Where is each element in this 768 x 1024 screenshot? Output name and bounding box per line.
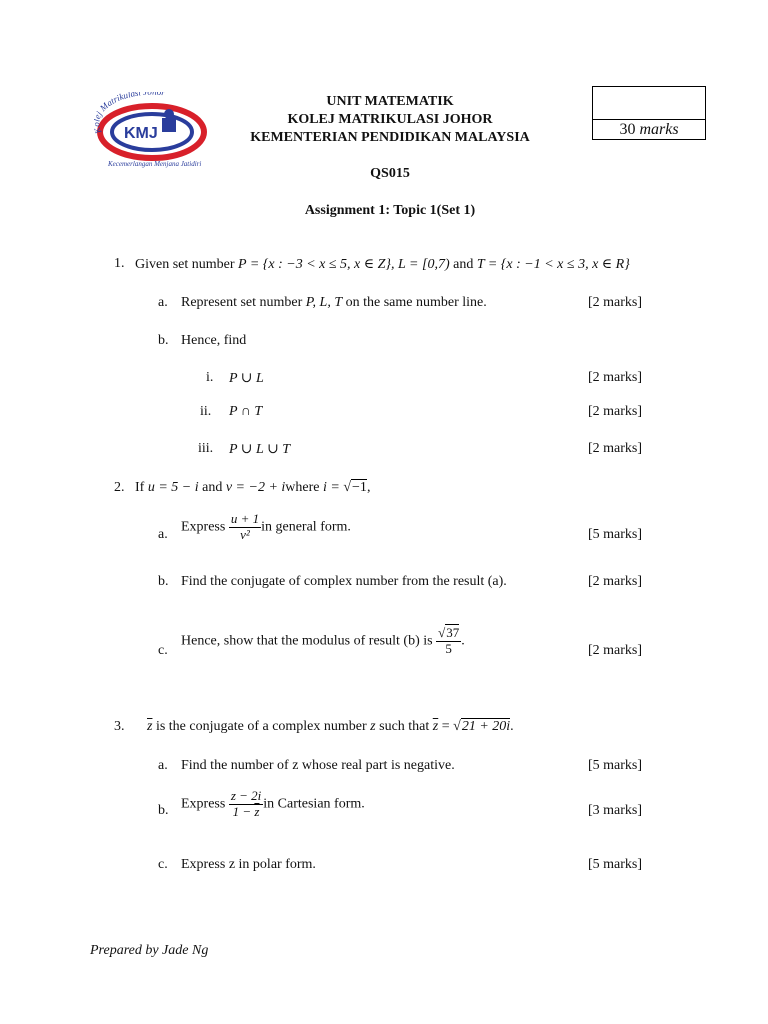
q1b-text: Hence, find (181, 333, 247, 348)
q3a-text: Find the number of z whose real part is negative. (181, 758, 455, 773)
q3b-text: Express $\frac{z - 2i}{1 - \overline{z}}$ in Cartesian form. (181, 788, 365, 819)
q2-number: 2. (114, 480, 125, 495)
q2c-marks: [2 marks] (588, 643, 643, 658)
header-college: KOLEJ MATRIKULASI JOHOR (287, 112, 493, 127)
college-logo (94, 92, 212, 172)
q2c-fraction: $\frac{√37}{5}$ (438, 625, 460, 656)
marks-unit: marks (639, 121, 679, 138)
q2-stem: If u = 5 − i and v = −2 + iwhere i = √−1, (135, 480, 371, 495)
header-unit: UNIT MATEMATIK (326, 94, 454, 109)
q1biii-expr: P ∪ L ∪ T (229, 442, 291, 457)
marks-value: 30 (619, 121, 636, 138)
q2b-label: b. (158, 574, 169, 589)
q1-number: 1. (114, 256, 125, 271)
q1a-label: a. (158, 295, 168, 310)
q1-set-p: P = {x : −3 < x ≤ 5, x ∈ Z}, (238, 257, 395, 272)
q1bii-label: ii. (200, 404, 212, 419)
q1-set-t: T = {x : −1 < x ≤ 3, x ∈ R} (476, 257, 630, 272)
q3a-marks: [5 marks] (588, 758, 643, 773)
prepared-by: Prepared by Jade Ng (90, 943, 209, 958)
q1bii-marks: [2 marks] (588, 404, 643, 419)
q1biii-marks: [2 marks] (588, 441, 643, 456)
q3c-label: c. (158, 857, 168, 872)
course-code: QS015 (370, 166, 410, 181)
q2b-marks: [2 marks] (588, 574, 643, 589)
marks-box (592, 86, 706, 140)
q2c-text: Hence, show that the modulus of result (b) is $\frac{√37}{5}$ . (181, 625, 465, 656)
header-ministry: KEMENTERIAN PENDIDIKAN MALAYSIA (250, 130, 530, 145)
q1bii-expr: P ∩ T (229, 404, 263, 419)
q3c-text: Express z in polar form. (181, 857, 316, 872)
q1bi-label: i. (206, 370, 214, 385)
q1bi-expr: P ∪ L (229, 371, 264, 386)
q3-number: 3. (114, 719, 125, 734)
q3a-label: a. (158, 758, 168, 773)
q2b-text: Find the conjugate of complex number from the result (a). (181, 574, 507, 589)
logo-motto: Kecemerlangan Menjana Jatidiri (108, 160, 202, 168)
q2a-text: Express $\frac{u + 1}{\text{v²}}$ in general form. (181, 511, 351, 542)
q1-set-l: L = [0,7) (398, 257, 450, 272)
q2a-fraction: $\frac{u + 1}{\text{v²}}$ (230, 511, 260, 542)
q1a-marks: [2 marks] (588, 295, 643, 310)
q3b-fraction: $\frac{z - 2i}{1 - \overline{z}}$ (230, 788, 262, 819)
logo-abbr: KMJ (124, 125, 158, 142)
q3-stem: $\overline{z}$ is the conjugate of a complex number z such that $\overline{z} = √21 + 20i$. (147, 719, 514, 734)
q2a-marks: [5 marks] (588, 527, 643, 542)
assignment-title: Assignment 1: Topic 1(Set 1) (304, 203, 476, 218)
q2c-label: c. (158, 643, 168, 658)
q3b-label: b. (158, 803, 169, 818)
logo-arc-text: j Matrikulasi r (94, 92, 166, 117)
q3c-marks: [5 marks] (588, 857, 643, 872)
q1bi-marks: [2 marks] (588, 370, 643, 385)
q1biii-label: iii. (198, 441, 214, 456)
q3b-marks: [3 marks] (588, 803, 643, 818)
q1a-text: Represent set number P, L, T on the same number line. (181, 295, 487, 310)
q2a-label: a. (158, 527, 168, 542)
q1-stem: Given set number P = {x : −3 < x ≤ 5, x ∈ Z}, L = [0,7) and T = {x : −1 < x ≤ 3, x ∈ R} (135, 257, 630, 272)
q1b-label: b. (158, 333, 169, 348)
